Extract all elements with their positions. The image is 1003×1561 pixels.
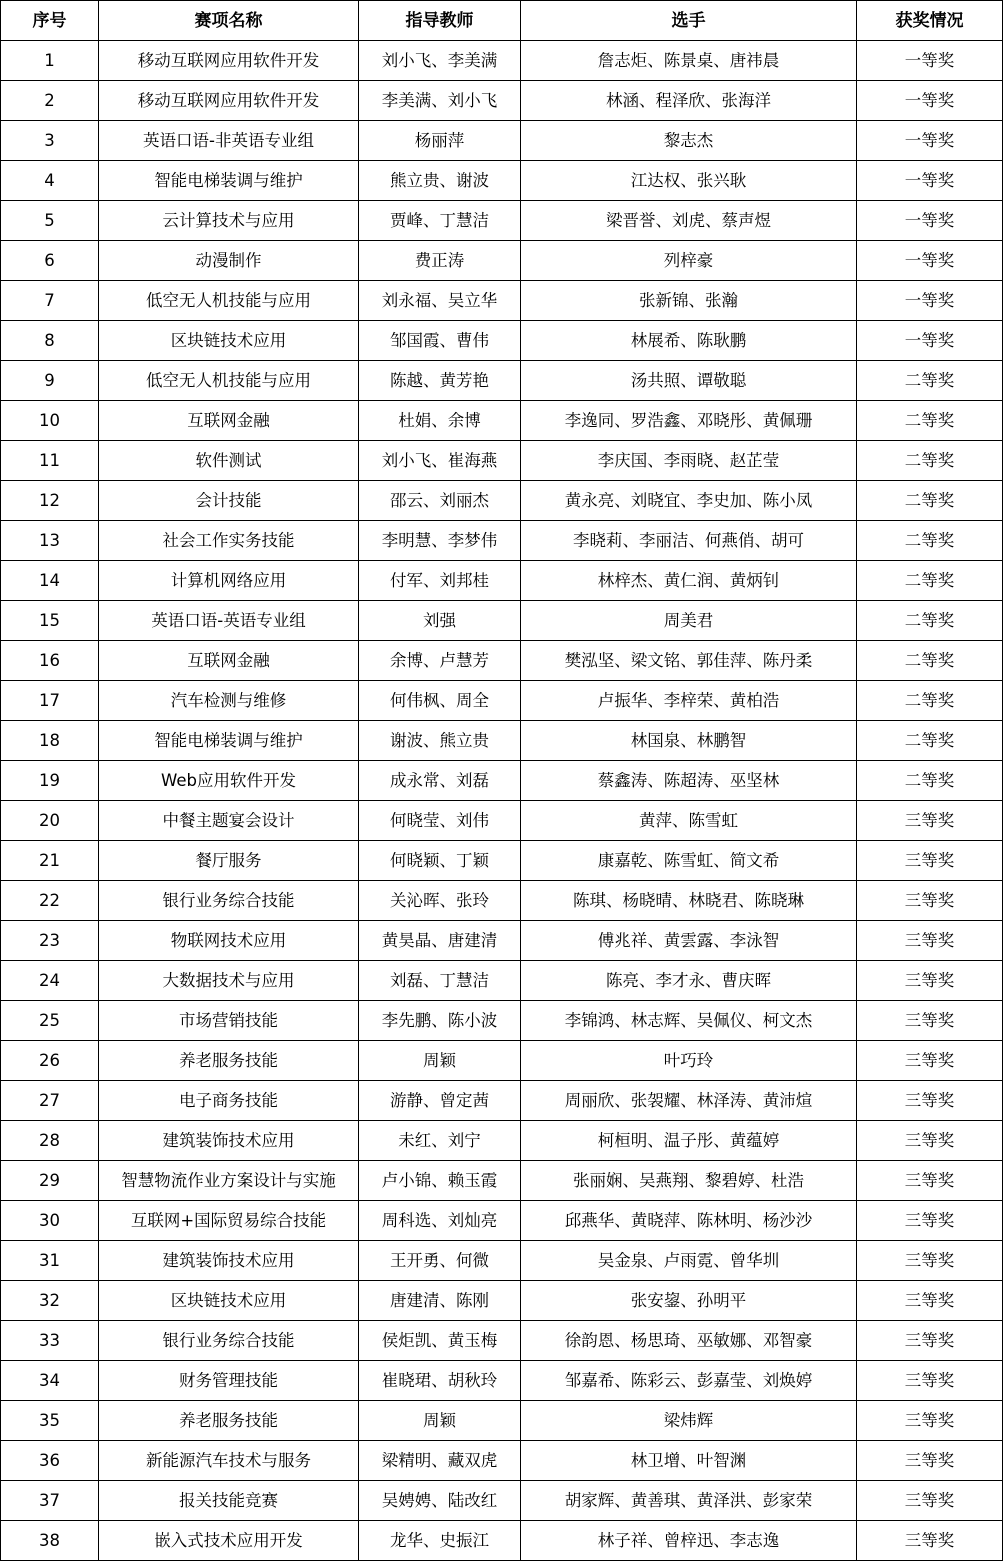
table-row bbox=[1, 481, 1003, 521]
cell-contestants: 李逸同、罗浩鑫、邓晓彤、黄佩珊 bbox=[521, 401, 857, 441]
cell-teachers: 费正涛 bbox=[359, 241, 521, 281]
cell-teachers: 何晓莹、刘伟 bbox=[359, 801, 521, 841]
cell-teachers: 刘永福、吴立华 bbox=[359, 281, 521, 321]
header-contestants: 选手 bbox=[521, 1, 857, 41]
table-row bbox=[1, 1081, 1003, 1121]
cell-contestants: 张丽娴、吴燕翔、黎碧婷、杜浩 bbox=[521, 1161, 857, 1201]
cell-teachers: 龙华、史振江 bbox=[359, 1521, 521, 1561]
cell-award: 一等奖 bbox=[857, 241, 1003, 281]
cell-seq: 2 bbox=[1, 81, 99, 121]
cell-seq: 30 bbox=[1, 1201, 99, 1241]
cell-event-name: 物联网技术应用 bbox=[99, 921, 359, 961]
table-row bbox=[1, 681, 1003, 721]
cell-teachers: 李美满、刘小飞 bbox=[359, 81, 521, 121]
cell-award: 二等奖 bbox=[857, 521, 1003, 561]
cell-event-name: 餐厅服务 bbox=[99, 841, 359, 881]
cell-contestants: 林子祥、曾梓迅、李志逸 bbox=[521, 1521, 857, 1561]
table-row bbox=[1, 1001, 1003, 1041]
cell-seq: 34 bbox=[1, 1361, 99, 1401]
cell-event-name: 智能电梯装调与维护 bbox=[99, 161, 359, 201]
cell-award: 二等奖 bbox=[857, 681, 1003, 721]
cell-contestants: 李晓莉、李丽洁、何燕俏、胡可 bbox=[521, 521, 857, 561]
cell-teachers: 侯炬凯、黄玉梅 bbox=[359, 1321, 521, 1361]
cell-award: 一等奖 bbox=[857, 41, 1003, 81]
cell-award: 三等奖 bbox=[857, 1361, 1003, 1401]
cell-award: 三等奖 bbox=[857, 1521, 1003, 1561]
cell-contestants: 陈亮、李才永、曹庆晖 bbox=[521, 961, 857, 1001]
cell-award: 三等奖 bbox=[857, 1041, 1003, 1081]
cell-contestants: 梁炜辉 bbox=[521, 1401, 857, 1441]
cell-contestants: 黎志杰 bbox=[521, 121, 857, 161]
cell-teachers: 何晓颖、丁颖 bbox=[359, 841, 521, 881]
cell-award: 三等奖 bbox=[857, 1241, 1003, 1281]
cell-teachers: 何伟枫、周全 bbox=[359, 681, 521, 721]
cell-teachers: 黄昊晶、唐建清 bbox=[359, 921, 521, 961]
cell-seq: 27 bbox=[1, 1081, 99, 1121]
cell-teachers: 崔晓珺、胡秋玲 bbox=[359, 1361, 521, 1401]
cell-event-name: 互联网金融 bbox=[99, 641, 359, 681]
cell-seq: 22 bbox=[1, 881, 99, 921]
cell-award: 三等奖 bbox=[857, 1481, 1003, 1521]
table-row bbox=[1, 1481, 1003, 1521]
cell-event-name: 中餐主题宴会设计 bbox=[99, 801, 359, 841]
cell-contestants: 梁晋誉、刘虎、蔡声煜 bbox=[521, 201, 857, 241]
table-row bbox=[1, 521, 1003, 561]
cell-event-name: 报关技能竞赛 bbox=[99, 1481, 359, 1521]
cell-teachers: 游静、曾定茜 bbox=[359, 1081, 521, 1121]
cell-contestants: 吴金泉、卢雨霓、曾华圳 bbox=[521, 1241, 857, 1281]
cell-seq: 20 bbox=[1, 801, 99, 841]
table-row bbox=[1, 1161, 1003, 1201]
cell-seq: 10 bbox=[1, 401, 99, 441]
cell-contestants: 张安鋆、孙明平 bbox=[521, 1281, 857, 1321]
cell-seq: 13 bbox=[1, 521, 99, 561]
cell-award: 一等奖 bbox=[857, 321, 1003, 361]
cell-seq: 15 bbox=[1, 601, 99, 641]
cell-event-name: 大数据技术与应用 bbox=[99, 961, 359, 1001]
cell-seq: 33 bbox=[1, 1321, 99, 1361]
cell-award: 一等奖 bbox=[857, 161, 1003, 201]
cell-award: 二等奖 bbox=[857, 641, 1003, 681]
cell-contestants: 康嘉乾、陈雪虹、简文希 bbox=[521, 841, 857, 881]
table-row bbox=[1, 1121, 1003, 1161]
cell-contestants: 蔡鑫涛、陈超涛、巫坚林 bbox=[521, 761, 857, 801]
cell-teachers: 周颖 bbox=[359, 1041, 521, 1081]
cell-event-name: 建筑装饰技术应用 bbox=[99, 1241, 359, 1281]
cell-award: 三等奖 bbox=[857, 1001, 1003, 1041]
cell-teachers: 陈越、黄芳艳 bbox=[359, 361, 521, 401]
table-row bbox=[1, 1041, 1003, 1081]
cell-event-name: 财务管理技能 bbox=[99, 1361, 359, 1401]
cell-contestants: 徐韵恩、杨思琦、巫敏娜、邓智豪 bbox=[521, 1321, 857, 1361]
cell-contestants: 柯桓明、温子彤、黄蕴婷 bbox=[521, 1121, 857, 1161]
cell-teachers: 王开勇、何微 bbox=[359, 1241, 521, 1281]
cell-award: 二等奖 bbox=[857, 601, 1003, 641]
cell-contestants: 黄永亮、刘晓宜、李史加、陈小凤 bbox=[521, 481, 857, 521]
cell-seq: 17 bbox=[1, 681, 99, 721]
cell-seq: 35 bbox=[1, 1401, 99, 1441]
cell-event-name: 英语口语-英语专业组 bbox=[99, 601, 359, 641]
cell-teachers: 卢小锦、赖玉霞 bbox=[359, 1161, 521, 1201]
cell-teachers: 邹国霞、曹伟 bbox=[359, 321, 521, 361]
table-header-row bbox=[1, 1, 1003, 41]
table-row bbox=[1, 441, 1003, 481]
cell-teachers: 刘小飞、崔海燕 bbox=[359, 441, 521, 481]
cell-award: 三等奖 bbox=[857, 961, 1003, 1001]
cell-award: 三等奖 bbox=[857, 801, 1003, 841]
cell-contestants: 林展希、陈耿鹏 bbox=[521, 321, 857, 361]
header-event-name: 赛项名称 bbox=[99, 1, 359, 41]
cell-award: 三等奖 bbox=[857, 881, 1003, 921]
cell-seq: 26 bbox=[1, 1041, 99, 1081]
cell-award: 二等奖 bbox=[857, 441, 1003, 481]
cell-teachers: 谢波、熊立贵 bbox=[359, 721, 521, 761]
cell-seq: 4 bbox=[1, 161, 99, 201]
cell-teachers: 吴娉娉、陆改红 bbox=[359, 1481, 521, 1521]
cell-seq: 31 bbox=[1, 1241, 99, 1281]
cell-contestants: 周丽欣、张袈耀、林泽涛、黄沛煊 bbox=[521, 1081, 857, 1121]
table-row bbox=[1, 121, 1003, 161]
cell-event-name: 区块链技术应用 bbox=[99, 321, 359, 361]
cell-event-name: Web应用软件开发 bbox=[99, 761, 359, 801]
cell-teachers: 余博、卢慧芳 bbox=[359, 641, 521, 681]
table-row bbox=[1, 401, 1003, 441]
cell-award: 二等奖 bbox=[857, 721, 1003, 761]
cell-teachers: 邵云、刘丽杰 bbox=[359, 481, 521, 521]
cell-seq: 3 bbox=[1, 121, 99, 161]
cell-event-name: 新能源汽车技术与服务 bbox=[99, 1441, 359, 1481]
cell-teachers: 李明慧、李梦伟 bbox=[359, 521, 521, 561]
cell-seq: 23 bbox=[1, 921, 99, 961]
cell-contestants: 邱燕华、黄晓萍、陈林明、杨沙沙 bbox=[521, 1201, 857, 1241]
table-row bbox=[1, 721, 1003, 761]
cell-teachers: 熊立贵、谢波 bbox=[359, 161, 521, 201]
cell-teachers: 唐建清、陈刚 bbox=[359, 1281, 521, 1321]
table-row bbox=[1, 841, 1003, 881]
table-row bbox=[1, 761, 1003, 801]
cell-teachers: 未红、刘宁 bbox=[359, 1121, 521, 1161]
cell-seq: 1 bbox=[1, 41, 99, 81]
cell-seq: 19 bbox=[1, 761, 99, 801]
cell-event-name: 软件测试 bbox=[99, 441, 359, 481]
cell-contestants: 卢振华、李梓荣、黄柏浩 bbox=[521, 681, 857, 721]
table-row bbox=[1, 1361, 1003, 1401]
cell-teachers: 杨丽萍 bbox=[359, 121, 521, 161]
cell-event-name: 动漫制作 bbox=[99, 241, 359, 281]
cell-award: 二等奖 bbox=[857, 401, 1003, 441]
cell-teachers: 梁精明、藏双虎 bbox=[359, 1441, 521, 1481]
cell-seq: 7 bbox=[1, 281, 99, 321]
cell-event-name: 英语口语-非英语专业组 bbox=[99, 121, 359, 161]
cell-contestants: 李锦鸿、林志辉、吴佩仪、柯文杰 bbox=[521, 1001, 857, 1041]
cell-seq: 24 bbox=[1, 961, 99, 1001]
cell-teachers: 刘磊、丁慧洁 bbox=[359, 961, 521, 1001]
table-row bbox=[1, 241, 1003, 281]
cell-event-name: 计算机网络应用 bbox=[99, 561, 359, 601]
cell-teachers: 李先鹏、陈小波 bbox=[359, 1001, 521, 1041]
cell-event-name: 社会工作实务技能 bbox=[99, 521, 359, 561]
cell-event-name: 会计技能 bbox=[99, 481, 359, 521]
table-row bbox=[1, 961, 1003, 1001]
cell-award: 二等奖 bbox=[857, 361, 1003, 401]
table-row bbox=[1, 1441, 1003, 1481]
table-row bbox=[1, 1281, 1003, 1321]
cell-teachers: 付军、刘邦桂 bbox=[359, 561, 521, 601]
header-teachers: 指导教师 bbox=[359, 1, 521, 41]
cell-contestants: 胡家辉、黄善琪、黄泽洪、彭家荣 bbox=[521, 1481, 857, 1521]
cell-event-name: 云计算技术与应用 bbox=[99, 201, 359, 241]
table-row bbox=[1, 81, 1003, 121]
table-row bbox=[1, 321, 1003, 361]
cell-event-name: 移动互联网应用软件开发 bbox=[99, 41, 359, 81]
cell-award: 一等奖 bbox=[857, 281, 1003, 321]
cell-seq: 29 bbox=[1, 1161, 99, 1201]
cell-award: 三等奖 bbox=[857, 1321, 1003, 1361]
cell-teachers: 周科选、刘灿亮 bbox=[359, 1201, 521, 1241]
header-seq: 序号 bbox=[1, 1, 99, 41]
cell-contestants: 黄萍、陈雪虹 bbox=[521, 801, 857, 841]
cell-event-name: 建筑装饰技术应用 bbox=[99, 1121, 359, 1161]
cell-teachers: 杜娟、余博 bbox=[359, 401, 521, 441]
cell-teachers: 贾峰、丁慧洁 bbox=[359, 201, 521, 241]
cell-event-name: 互联网金融 bbox=[99, 401, 359, 441]
cell-event-name: 低空无人机技能与应用 bbox=[99, 281, 359, 321]
cell-contestants: 林涵、程泽欣、张海洋 bbox=[521, 81, 857, 121]
cell-contestants: 江达权、张兴耿 bbox=[521, 161, 857, 201]
cell-seq: 37 bbox=[1, 1481, 99, 1521]
cell-event-name: 养老服务技能 bbox=[99, 1041, 359, 1081]
cell-seq: 11 bbox=[1, 441, 99, 481]
cell-teachers: 刘强 bbox=[359, 601, 521, 641]
cell-seq: 6 bbox=[1, 241, 99, 281]
cell-award: 一等奖 bbox=[857, 201, 1003, 241]
cell-event-name: 电子商务技能 bbox=[99, 1081, 359, 1121]
cell-award: 三等奖 bbox=[857, 1201, 1003, 1241]
table-row bbox=[1, 1401, 1003, 1441]
cell-contestants: 汤共照、谭敬聪 bbox=[521, 361, 857, 401]
cell-contestants: 林国泉、林鹏智 bbox=[521, 721, 857, 761]
cell-award: 三等奖 bbox=[857, 841, 1003, 881]
cell-contestants: 邹嘉希、陈彩云、彭嘉莹、刘焕婷 bbox=[521, 1361, 857, 1401]
cell-seq: 21 bbox=[1, 841, 99, 881]
table-row bbox=[1, 1521, 1003, 1561]
cell-event-name: 银行业务综合技能 bbox=[99, 881, 359, 921]
cell-contestants: 傅兆祥、黄雲露、李泳智 bbox=[521, 921, 857, 961]
cell-award: 一等奖 bbox=[857, 121, 1003, 161]
cell-teachers: 周颖 bbox=[359, 1401, 521, 1441]
table-row bbox=[1, 801, 1003, 841]
table-row bbox=[1, 641, 1003, 681]
cell-contestants: 詹志炬、陈景桌、唐祎晨 bbox=[521, 41, 857, 81]
cell-event-name: 智能电梯装调与维护 bbox=[99, 721, 359, 761]
cell-award: 三等奖 bbox=[857, 921, 1003, 961]
cell-seq: 8 bbox=[1, 321, 99, 361]
table-row bbox=[1, 41, 1003, 81]
table-row bbox=[1, 1241, 1003, 1281]
table-body bbox=[1, 41, 1003, 1561]
table-row bbox=[1, 601, 1003, 641]
cell-contestants: 樊泓坚、梁文铭、郭佳萍、陈丹柔 bbox=[521, 641, 857, 681]
cell-event-name: 低空无人机技能与应用 bbox=[99, 361, 359, 401]
cell-award: 三等奖 bbox=[857, 1441, 1003, 1481]
table-row bbox=[1, 921, 1003, 961]
cell-award: 二等奖 bbox=[857, 561, 1003, 601]
cell-seq: 12 bbox=[1, 481, 99, 521]
table-row bbox=[1, 1201, 1003, 1241]
cell-event-name: 区块链技术应用 bbox=[99, 1281, 359, 1321]
cell-award: 三等奖 bbox=[857, 1281, 1003, 1321]
table-row bbox=[1, 881, 1003, 921]
table-row bbox=[1, 361, 1003, 401]
cell-award: 三等奖 bbox=[857, 1401, 1003, 1441]
cell-event-name: 市场营销技能 bbox=[99, 1001, 359, 1041]
cell-event-name: 养老服务技能 bbox=[99, 1401, 359, 1441]
table-row bbox=[1, 201, 1003, 241]
cell-event-name: 互联网+国际贸易综合技能 bbox=[99, 1201, 359, 1241]
cell-seq: 28 bbox=[1, 1121, 99, 1161]
cell-contestants: 林卫增、叶智渊 bbox=[521, 1441, 857, 1481]
cell-event-name: 智慧物流作业方案设计与实施 bbox=[99, 1161, 359, 1201]
table-row bbox=[1, 561, 1003, 601]
cell-seq: 14 bbox=[1, 561, 99, 601]
cell-seq: 5 bbox=[1, 201, 99, 241]
cell-seq: 36 bbox=[1, 1441, 99, 1481]
cell-contestants: 列梓豪 bbox=[521, 241, 857, 281]
cell-teachers: 关沁晖、张玲 bbox=[359, 881, 521, 921]
cell-award: 三等奖 bbox=[857, 1081, 1003, 1121]
header-award: 获奖情况 bbox=[857, 1, 1003, 41]
table-row bbox=[1, 281, 1003, 321]
cell-event-name: 移动互联网应用软件开发 bbox=[99, 81, 359, 121]
cell-seq: 18 bbox=[1, 721, 99, 761]
cell-award: 一等奖 bbox=[857, 81, 1003, 121]
cell-teachers: 刘小飞、李美满 bbox=[359, 41, 521, 81]
cell-seq: 38 bbox=[1, 1521, 99, 1561]
cell-seq: 9 bbox=[1, 361, 99, 401]
cell-event-name: 银行业务综合技能 bbox=[99, 1321, 359, 1361]
cell-event-name: 嵌入式技术应用开发 bbox=[99, 1521, 359, 1561]
cell-contestants: 林梓杰、黄仁润、黄炳钊 bbox=[521, 561, 857, 601]
cell-award: 三等奖 bbox=[857, 1161, 1003, 1201]
cell-contestants: 叶巧玲 bbox=[521, 1041, 857, 1081]
cell-event-name: 汽车检测与维修 bbox=[99, 681, 359, 721]
cell-contestants: 李庆国、李雨晓、赵芷莹 bbox=[521, 441, 857, 481]
cell-seq: 25 bbox=[1, 1001, 99, 1041]
cell-contestants: 陈琪、杨晓晴、林晓君、陈晓琳 bbox=[521, 881, 857, 921]
table-row bbox=[1, 161, 1003, 201]
cell-seq: 32 bbox=[1, 1281, 99, 1321]
cell-contestants: 张新锦、张瀚 bbox=[521, 281, 857, 321]
cell-award: 三等奖 bbox=[857, 1121, 1003, 1161]
cell-award: 二等奖 bbox=[857, 761, 1003, 801]
cell-award: 二等奖 bbox=[857, 481, 1003, 521]
cell-seq: 16 bbox=[1, 641, 99, 681]
table-row bbox=[1, 1321, 1003, 1361]
cell-teachers: 成永常、刘磊 bbox=[359, 761, 521, 801]
cell-contestants: 周美君 bbox=[521, 601, 857, 641]
